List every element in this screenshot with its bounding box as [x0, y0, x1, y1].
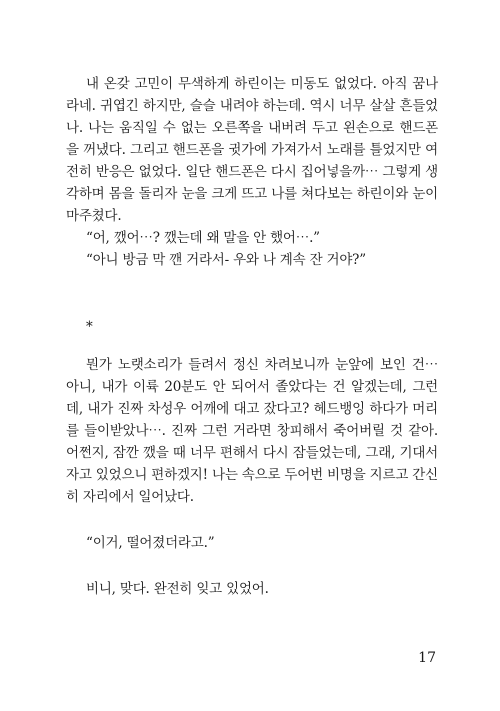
text-block-quote: [66, 532, 438, 554]
text-block-closing: [66, 578, 438, 600]
scene-break-asterisk: *: [86, 319, 93, 335]
dialogue-line: “아니 방금 막 깬 거라서- 우와 나 계속 잔 거야?”: [86, 252, 366, 268]
text-block-reflection: [66, 354, 438, 508]
dialogue-line: “이거, 떨어졌더라고.”: [86, 535, 215, 551]
body-paragraph: 비니, 맞다. 완전히 잊고 있었어.: [86, 581, 269, 597]
scene-break: [66, 316, 438, 338]
body-paragraph: 뭔가 노랫소리가 들려서 정신 차려보니까 눈앞에 보인 건⋯ 아니, 내가 이륙 20분도 안 되어서 졸았다는 건 알겠는데, 그런데, 내가 진짜 차성우 어깨에 대고 잤다고? 헤드뱅잉 하다가 머리를 들이받았나⋯. 진짜 그런 거라면 창피해서 죽어버릴 것 같아. 어쩐지, 잠깐 깼을 때 너무 편해서 다시 잠들었는데, 그래, 기대서 자고 있었으니 편하겠지! 나는 속으로 두어번 비명을 지르고 간신히 자리에서 일어났다.: [66, 357, 438, 505]
page-number: 17: [418, 650, 436, 666]
text-block-dialogue: [66, 73, 438, 271]
body-paragraph: 내 온갖 고민이 무색하게 하린이는 미동도 없었다. 아직 꿈나라네. 귀엽긴 하지만, 슬슬 내려야 하는데. 역시 너무 살살 흔들었나. 나는 움직일 수 없는 오른쪽을 내버려 두고 왼손으로 핸드폰을 꺼냈다. 그리고 핸드폰을 귓가에 가져가서 노래를 틀었지만 여전히 반응은 없었다. 일단 핸드폰은 다시 집어넣을까⋯ 그렇게 생각하며 몸을 돌리자 눈을 크게 뜨고 나를 쳐다보는 하린이와 눈이 마주쳤다.: [66, 76, 438, 224]
dialogue-line: “어, 깼어⋯? 깼는데 왜 말을 안 했어⋯.”: [86, 230, 320, 246]
